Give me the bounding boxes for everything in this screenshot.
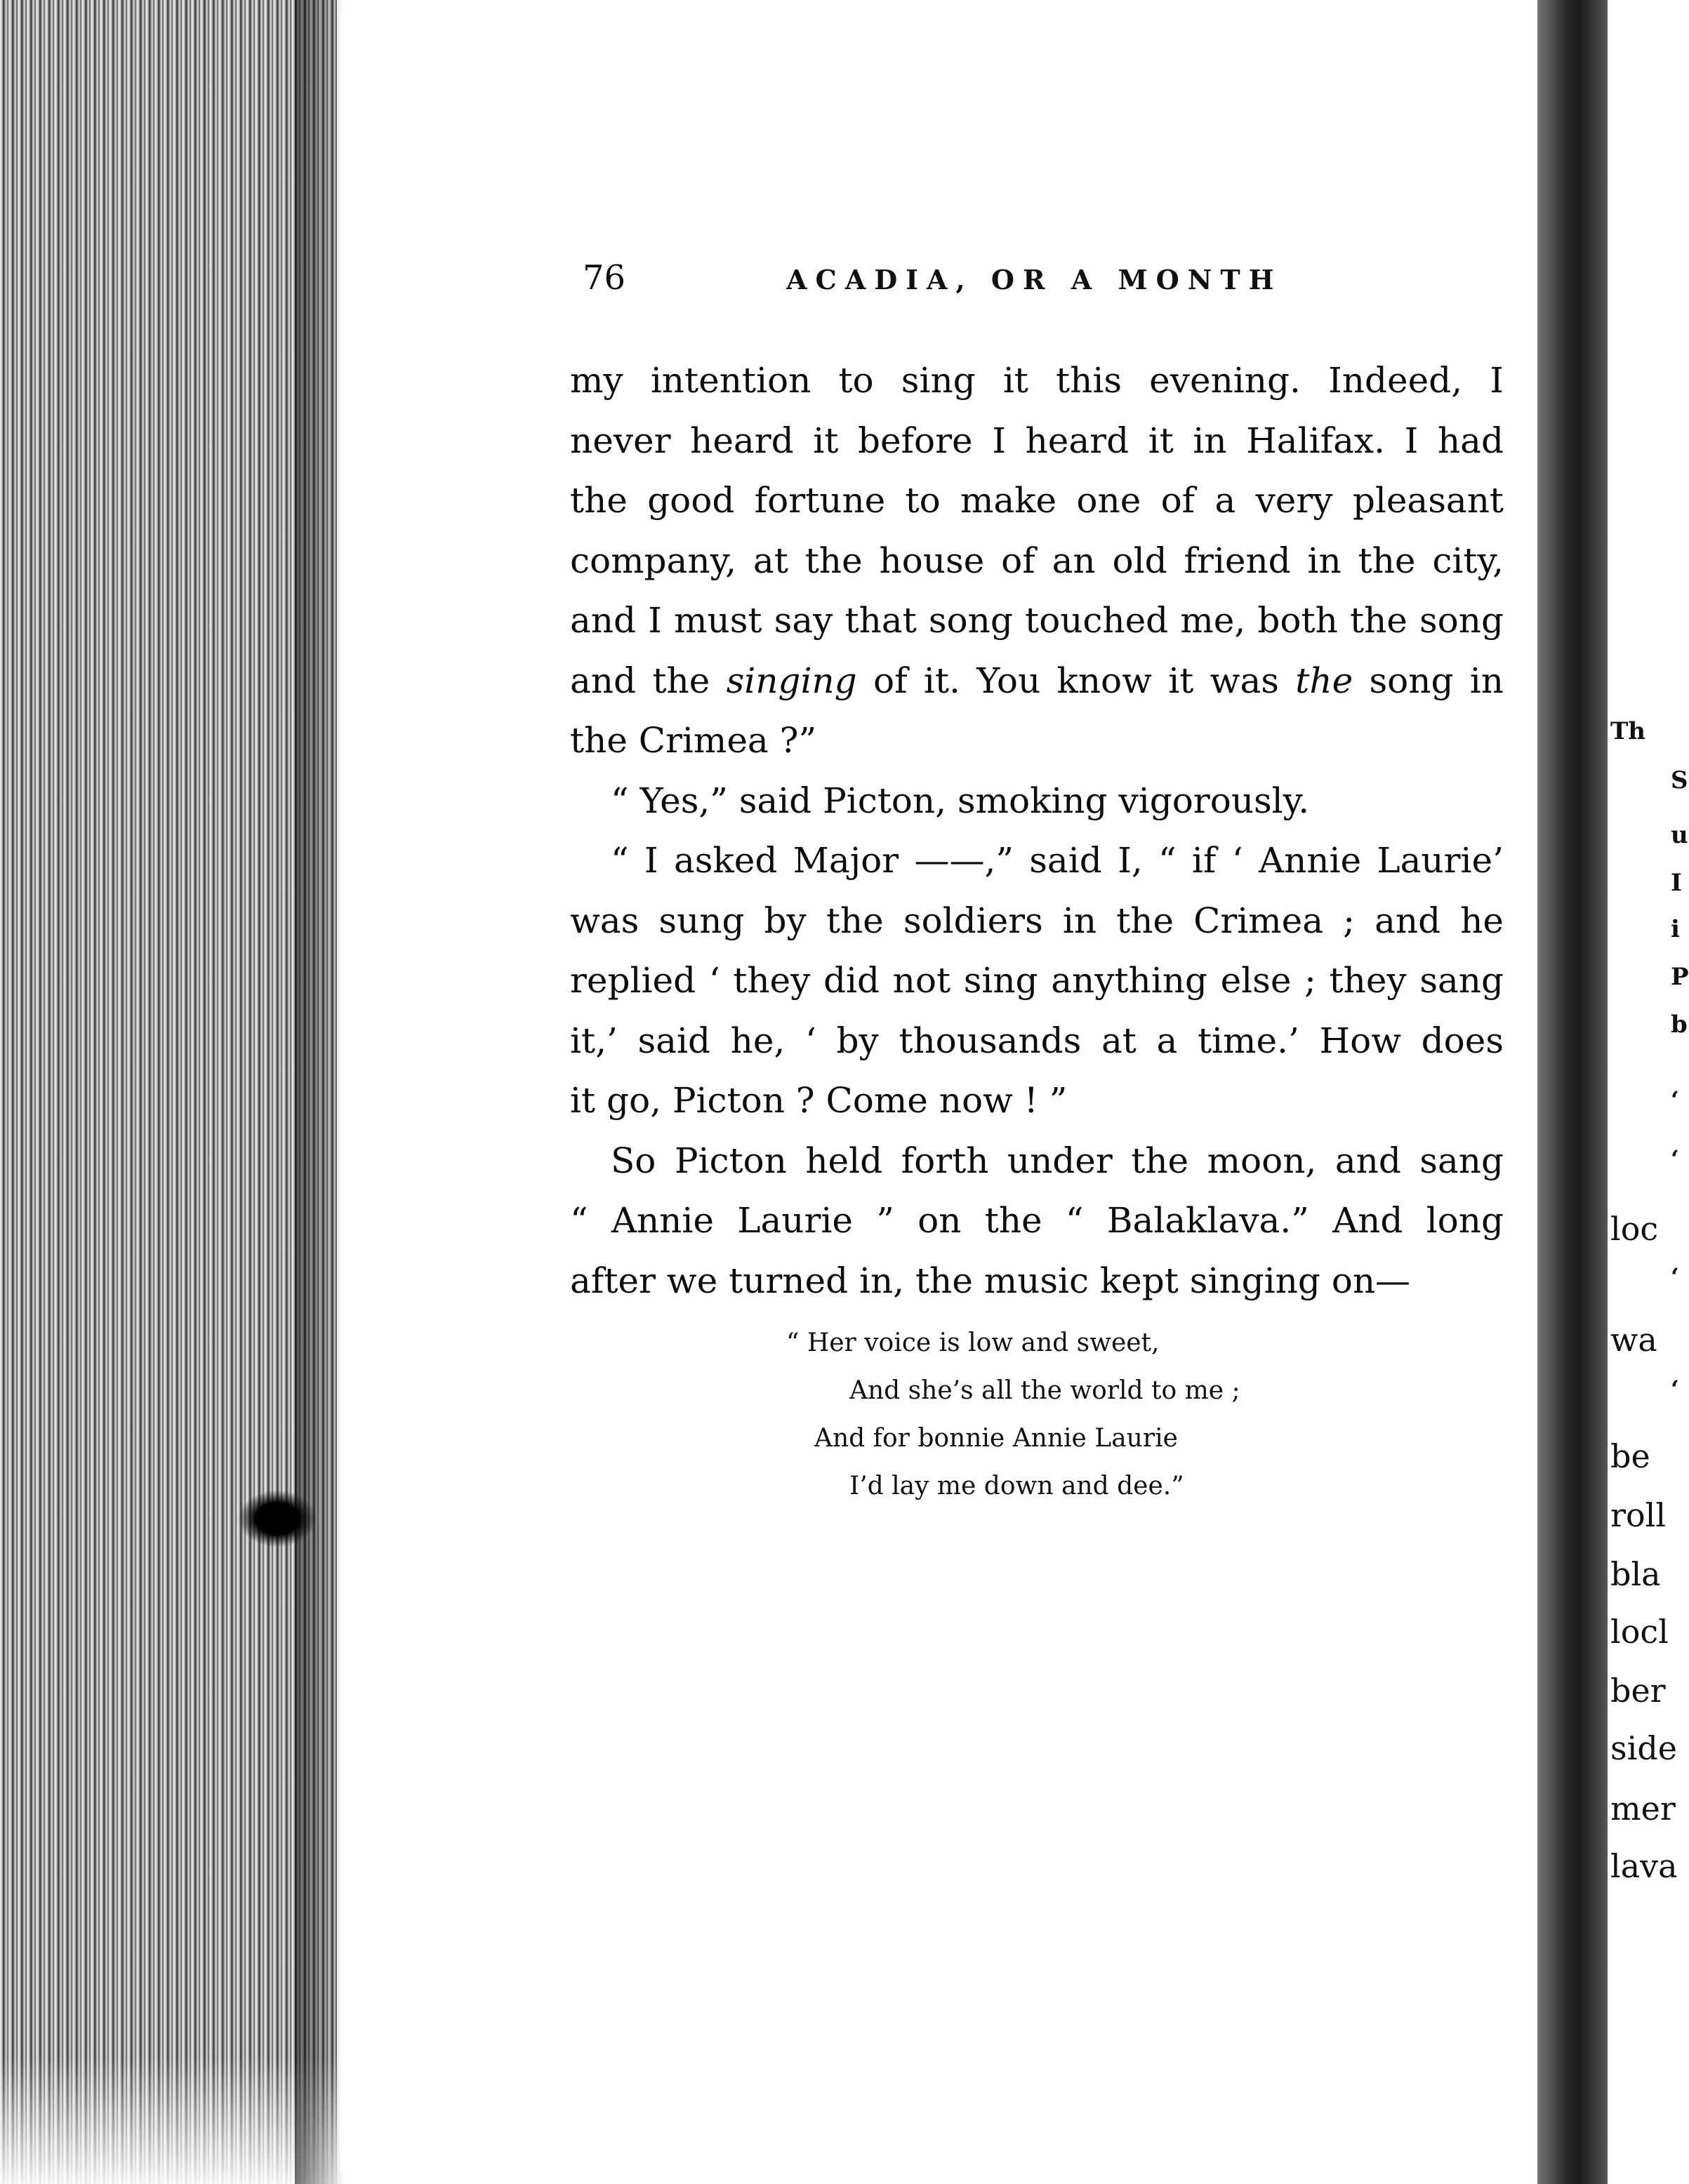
facing-fragment: b [1671, 1011, 1688, 1039]
text-line: and I must say that song touched me, both the song [570, 600, 1504, 641]
facing-fragment: ‘ [1671, 1376, 1679, 1404]
text-line: So Picton held forth under the moon, and sang [611, 1140, 1504, 1181]
facing-fragment: S [1671, 766, 1688, 794]
verse-line: And for bonnie Annie Laurie [814, 1424, 1178, 1453]
facing-fragment: locl [1610, 1613, 1669, 1651]
text-segment: and the [570, 660, 727, 701]
page-header [583, 258, 1530, 307]
text-line: it,’ said he, ‘ by thousands at a time.’ How does [570, 1020, 1504, 1061]
facing-fragment: loc [1610, 1210, 1659, 1248]
text-line [570, 651, 1504, 712]
facing-fragment: side [1610, 1729, 1677, 1767]
text-line: the Crimea ?” [570, 720, 817, 761]
facing-fragment: ‘ [1671, 1086, 1679, 1114]
text-line: “ I asked Major ——,” said I, “ if ‘ Annie Laurie’ [611, 840, 1504, 881]
running-head: ACADIA, OR A MONTH [786, 264, 1283, 295]
facing-fragment: i [1671, 915, 1680, 943]
text-line: “ Yes,” said Picton, smoking vigorously. [611, 780, 1310, 821]
facing-fragment: Th [1610, 717, 1646, 745]
verse-line: And she’s all the world to me ; [849, 1376, 1240, 1405]
ink-blot [239, 1491, 316, 1547]
facing-fragment: I [1671, 869, 1682, 897]
facing-fragment: u [1671, 821, 1688, 849]
verse-line: “ Her voice is low and sweet, [786, 1329, 1160, 1357]
text-line: the good fortune to make one of a very pleasant [570, 480, 1504, 521]
facing-fragment: P [1671, 963, 1689, 991]
book-fore-edges [0, 0, 337, 2184]
text-line: my intention to sing it this evening. Indeed, I [570, 360, 1504, 401]
body-text [570, 351, 1504, 1311]
verse-line: I’d lay me down and dee.” [849, 1472, 1184, 1500]
facing-fragment: roll [1610, 1496, 1667, 1534]
facing-fragment: wa [1610, 1321, 1657, 1359]
text-line: was sung by the soldiers in the Crimea ; and he [570, 900, 1504, 941]
italic-word: singing [726, 660, 857, 701]
verse-quote [786, 1319, 1348, 1510]
italic-word: the [1295, 660, 1353, 701]
facing-fragment: ‘ [1671, 1145, 1679, 1173]
facing-fragment: mer [1610, 1790, 1676, 1827]
facing-page [1608, 0, 1689, 2184]
text-line: “ Annie Laurie ” on the “ Balaklava.” And long [570, 1200, 1504, 1241]
text-line: never heard it before I heard it in Halifax. I had [570, 420, 1504, 461]
facing-fragment: ber [1610, 1672, 1666, 1710]
facing-fragment: bla [1610, 1555, 1661, 1593]
text-line: it go, Picton ? Come now ! ” [570, 1080, 1068, 1121]
text-line: company, at the house of an old friend in the city, [570, 540, 1504, 581]
text-segment: of it. You know it was [856, 660, 1296, 701]
text-line: replied ‘ they did not sing anything else ; they sang [570, 960, 1504, 1001]
page-shadow [295, 0, 344, 2184]
text-segment: song in [1353, 660, 1504, 701]
facing-fragment: lava [1610, 1847, 1678, 1885]
book-gutter [1537, 0, 1608, 2184]
text-line: after we turned in, the music kept singing on— [570, 1260, 1411, 1301]
page-number: 76 [583, 258, 626, 298]
facing-fragment: be [1610, 1437, 1650, 1475]
facing-fragment: ‘ [1671, 1263, 1679, 1291]
